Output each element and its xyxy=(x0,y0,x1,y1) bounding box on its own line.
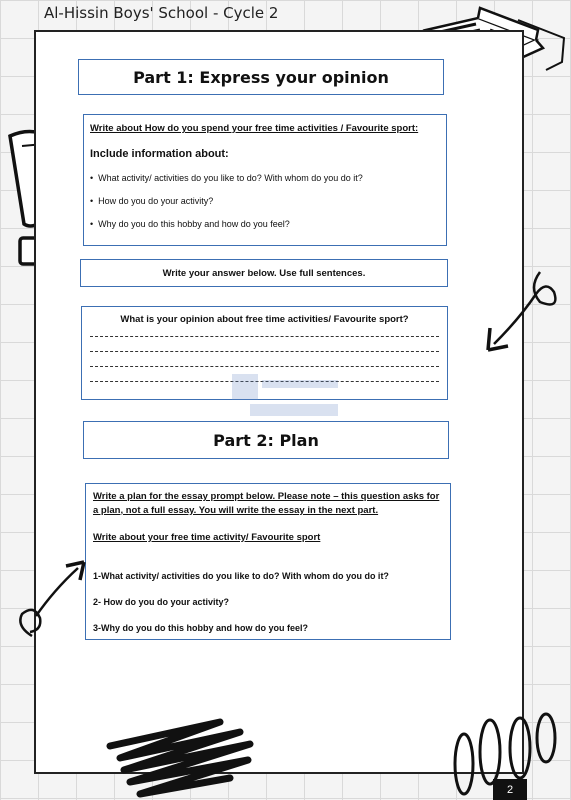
answer-line[interactable] xyxy=(90,351,439,355)
page-number: 2 xyxy=(493,779,527,800)
list-item: • How do you do your activity? xyxy=(90,196,214,206)
plan-question: 2- How do you do your activity? xyxy=(93,596,230,607)
part1-title: Part 1: Express your opinion xyxy=(133,67,389,87)
plan-question: 3-Why do you do this hobby and how do you feel? xyxy=(93,622,308,633)
info-heading: Include information about: xyxy=(90,148,229,160)
watermark-logo xyxy=(230,372,340,422)
list-item: • Why do you do this hobby and how do you feel? xyxy=(90,219,290,229)
instruction-text: Write your answer below. Use full sentences. xyxy=(162,267,366,279)
instruction-box xyxy=(80,259,448,287)
answer-question: What is your opinion about free time activities/ Favourite sport? xyxy=(120,314,409,325)
answer-line[interactable] xyxy=(90,336,439,340)
curly-arrow-icon xyxy=(480,268,568,358)
school-header: Al-Hissin Boys' School - Cycle 2 xyxy=(44,4,279,22)
plan-question: 1-What activity/ activities do you like to do? With whom do you do it? xyxy=(93,570,389,581)
plan-note: Write a plan for the essay prompt below. Please note – this question asks for a plan, not a full essay. You will write the essay in the next part. xyxy=(93,491,440,516)
list-item: • What activity/ activities do you like to do? With whom do you do it? xyxy=(90,173,363,183)
scribble-icon xyxy=(100,716,260,800)
plan-subheading: Write about your free time activity/ Favourite sport xyxy=(93,531,321,543)
plan-box xyxy=(85,483,451,640)
part1-task-box xyxy=(83,114,447,246)
part1-title-box xyxy=(78,59,444,95)
task-heading: Write about How do you spend your free time activities / Favourite sport: xyxy=(90,123,419,134)
curly-arrow-icon xyxy=(6,556,90,642)
answer-line[interactable] xyxy=(90,366,439,370)
part2-title-box xyxy=(83,421,449,459)
part2-title: Part 2: Plan xyxy=(213,430,319,450)
